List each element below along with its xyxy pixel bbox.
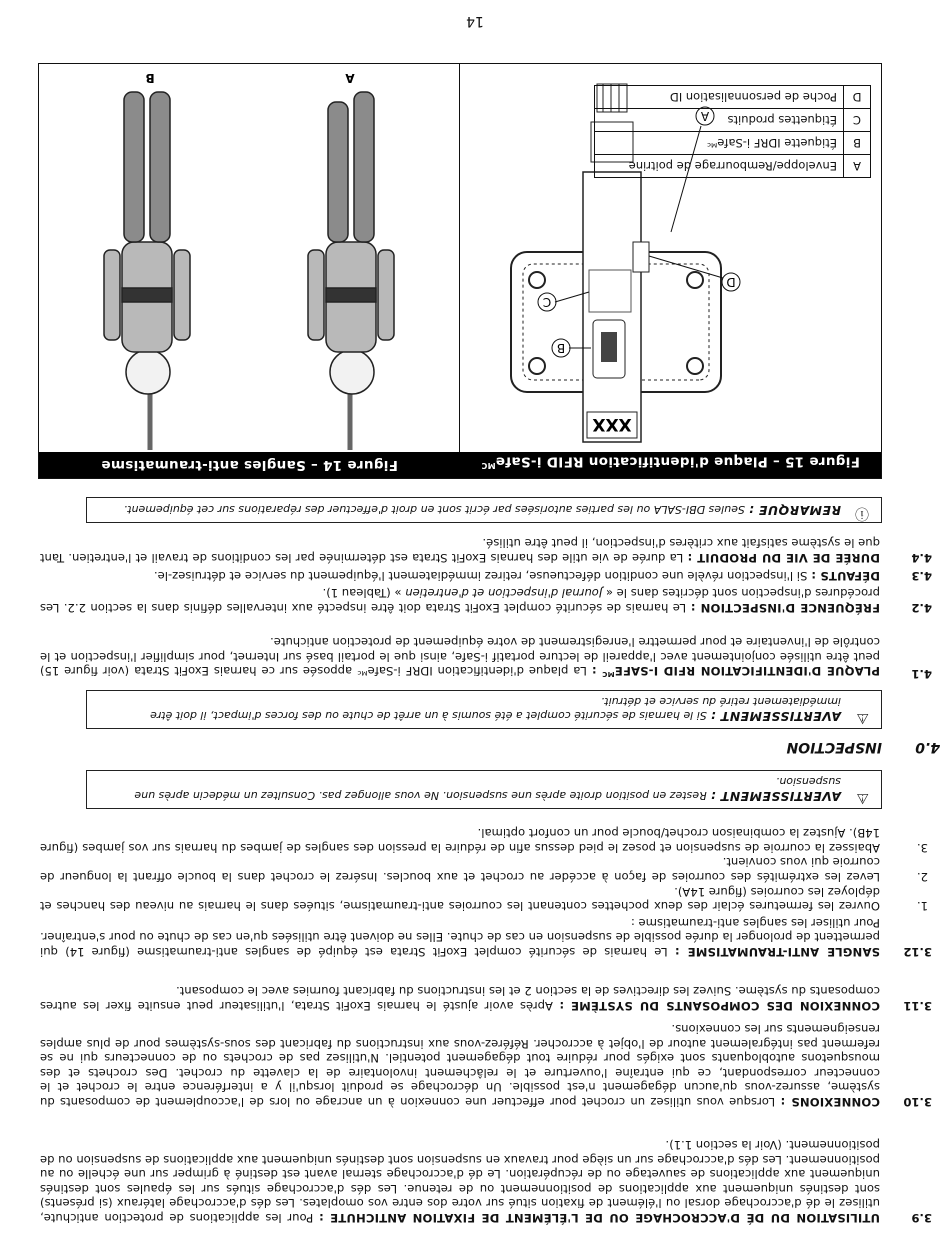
section-text: Lorsque vous utilisez un crochet pour effectuer une connexion à un ancrage ou lors de l'accouplement de composants du système, assurez-vous qu'aucun dégagement n'est possible. Un décrochage se produit lorsqu'il y a interférence entre le crochet et le connecteur correspondant, ce qui entraîne l'ouverture et le relâchement involontaire de la clavette du crochet. Des crochets et des mousquetons autobloquants sont exigés pour réduire tout dégagement potentiel. N'utilisez pas de crochets ou de connecteurs qui ne se referment pas intégralement autour de l'objet à accrocher. Référez-vous aux instructions du fabricant des sous-systèmes pour de plus amples renseignements sur les connexions. — [40, 1022, 880, 1109]
section-4-1 — [39, 634, 932, 681]
table-row: A Enveloppe/Rembourrage de poitrine — [595, 155, 871, 178]
list-item: 1. Ouvrez les fermetures éclair des deux pochettes contenant les courroies anti-traumatisme, situées dans le harnais au niveau des hanches et déployez les courroies (figure 14A). — [40, 884, 928, 914]
section-4-3 — [40, 568, 932, 583]
warning-icon: ⚠ — [856, 710, 869, 726]
figure-14 — [39, 64, 460, 478]
section-number: 4.1 — [911, 667, 932, 681]
figure-label-b: B — [145, 71, 155, 85]
callout-c: C — [542, 295, 552, 309]
section-3-12 — [40, 826, 932, 959]
section-text: La durée de vie utile des harnais ExoFit Strata est déterminée par les conditions de travail et l'entretien. Tant que le système satisfait aux critères d'inspection, il peut être utilisé. — [39, 536, 880, 565]
section-text: La plaque d'identification IDRF i-Safeᴹᶜ apposée sur ce harnais ExoFit Strata (voir figure 15) peut être utilisée conjointement avec l'appareil de lecture portatif i-Safe, ainsi que le portail basé sur Internet, pour simplifier l'inspection et le contrôle de l'inventaire et pour permettre l'enregistrement de votre équipement de protection antichute. — [39, 634, 880, 679]
table-row: B Étiquette IDRF i-Safeᴹᶜ — [595, 132, 871, 155]
warning-icon: ⚠ — [856, 790, 869, 806]
section-number: 3.11 — [903, 999, 932, 1013]
section-number: 4.3 — [911, 569, 932, 583]
table-row: C Étiquettes produits — [595, 109, 871, 132]
warning-box — [86, 690, 882, 729]
callout-d: D — [726, 275, 736, 289]
section-text: Le harnais de sécurité complet ExoFit Strata est équipé de sangles anti-traumatisme (figure 14) qui permettent de prolonger la durée possible de suspension en cas de chute. Elles ne doivent être utilisées qu'en cas de chute ou pour s'entraîner. Pour utiliser les sangles anti-traumatisme : — [40, 915, 880, 959]
section-number: 3.9 — [911, 1211, 932, 1225]
figure-label-a: A — [345, 71, 355, 85]
callout-a: A — [700, 109, 710, 123]
figures-panel — [38, 63, 882, 479]
section-3-11 — [40, 984, 932, 1013]
step-list — [40, 826, 928, 914]
section-text: Pour les applications de protection antichute, utilisez le dé d'accrochage dorsal ou l'élément de fixation situé sur votre dos entre vos omoplates. Les dés d'accrochage latéraux (si présents) sont destinés uniquement aux applications de positionnement ou de retenue. Les dés d'accrochage situés sur les épaules sont destinés uniquement aux applications de sauvetage ou de récupération. Le dé d'accrochage sternal avant est destiné à grimper sur une échelle ou au positionnement. Les dés d'accrochage sur un siège pour travaux en suspension sont destinés uniquement aux applications de suspension ou de positionnement. (Voir la section 1.1). — [40, 1138, 880, 1225]
section-heading: PLAQUE D'IDENTIFICATION RFID $I-SAFE^{MC}$ : — [591, 664, 880, 679]
warning-label: AVERTISSEMENT : — [710, 709, 841, 724]
section-text: Si l'inspection révèle une condition défectueuse, retirez immédiatement l'équipement du service et détruisez-le. — [153, 569, 808, 583]
section-heading: CONNEXION DES COMPOSANTS DU SYSTÈME : — [559, 999, 880, 1013]
section-heading: DÉFAUTS : — [811, 569, 880, 583]
callout-b: B — [556, 341, 566, 355]
section-heading: SANGLE ANTI-TRAUMATISME : — [674, 945, 880, 959]
section-heading: CONNEXIONS : — [780, 1095, 880, 1109]
figure-15-title: Figure 15 – Plaque d'identification RFID i-Safe$^{MC}$ — [460, 452, 881, 478]
section-heading: DURÉE DE VIE DU PRODUIT : — [687, 551, 880, 565]
section-heading: UTILISATION DU DÉ D'ACCROCHAGE OU DE L'ÉLÉMENT DE FIXATION ANTICHUTE : — [318, 1211, 880, 1225]
warning-text: Si le harnais de sécurité complet a été soumis à un arrêt de chute ou des forces d'impact, il doit être immédiatement retiré du service et détruit. — [150, 695, 841, 722]
id-tag-text: XXX — [592, 414, 632, 434]
figure-15-legend — [594, 85, 871, 178]
note-label: REMARQUE : — [748, 503, 841, 518]
warning-text: Restez en position droite après une suspension. Ne vous allongez pas. Consultez un médecin après une suspension. — [134, 775, 841, 802]
section-heading: FRÉQUENCE D'INSPECTION : — [690, 601, 880, 615]
table-row: D Poche de personnalisation ID — [595, 86, 871, 109]
section-4-4 — [39, 536, 932, 565]
section-number: 4.2 — [911, 601, 932, 615]
figure-15 — [459, 64, 881, 478]
info-icon: ⓘ — [855, 505, 869, 521]
section-title-inspection: 4.0INSPECTION — [786, 739, 940, 755]
section-number: 3.10 — [903, 1095, 932, 1109]
figure-14-title: Figure 14 – Sangles anti-traumatisme — [39, 452, 460, 478]
section-3-10 — [40, 1021, 932, 1109]
list-item: 2. Levez les extrémités des courroies de façon à accéder au crochet et aux boucles. Insérez le crochet dans la boucle offrant la longueur de courroie qui vous convient. — [40, 855, 928, 885]
warning-box — [86, 770, 882, 809]
note-text: Seules DBI-SALA ou les parties autorisées par écrit sont en droit d'effectuer des réparations sur cet équipement. — [123, 503, 745, 516]
section-number: 4.4 — [911, 551, 932, 565]
list-item: 3. Abaissez la courroie de suspension et posez le pied dessus afin de réduire la pression des sangles de jambes du harnais sur vos jambes (figure 14B). Ajustez la combinaison crochet/boucle pour un confort optimal. — [40, 826, 928, 855]
section-text: Après avoir ajusté le harnais ExoFit Strata, l'utilisateur peut ensuite fixer les autres composants du système. Suivez les directives de la section 2 et les instructions du fabricant fournies avec le composant. — [40, 984, 880, 1013]
suspension-illustration — [39, 62, 460, 452]
section-4-2: 4.2 FRÉQUENCE D'INSPECTION : Le harnais de sécurité complet ExoFit Strata doit être inspecté aux intervalles définis dans la section 2.2. Les procédures d'inspection sont décrites dans le « Journal d'inspection et d'entretien » (Tableau 1). — [39, 586, 932, 615]
warning-label: AVERTISSEMENT : — [710, 789, 841, 804]
page-number: 14 — [466, 13, 484, 29]
section-3-9 — [40, 1137, 932, 1225]
note-box — [86, 497, 882, 523]
section-number: 3.12 — [903, 945, 932, 959]
